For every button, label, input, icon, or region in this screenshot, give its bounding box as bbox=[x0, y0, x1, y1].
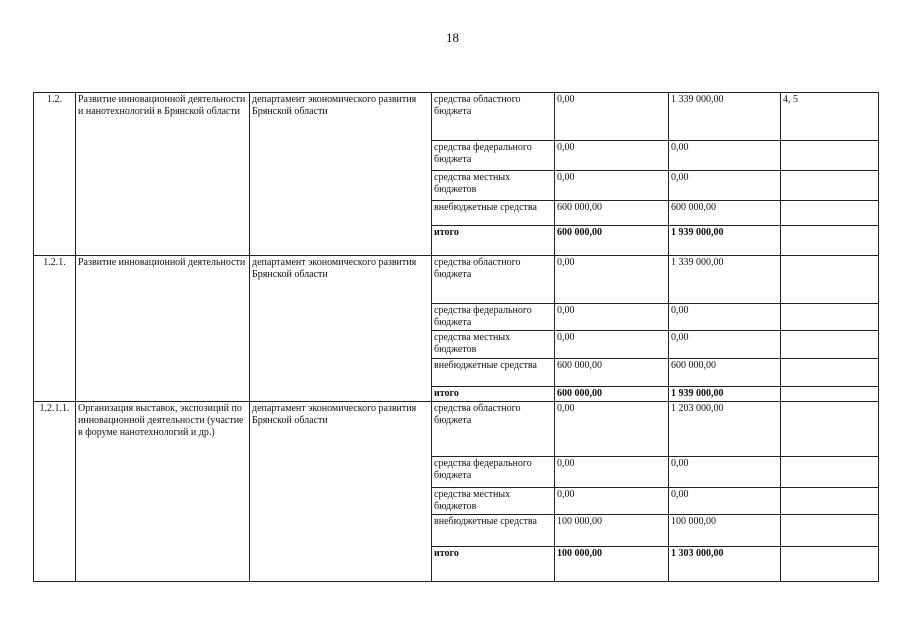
funding-value-2: 0,00 bbox=[669, 457, 781, 488]
funding-value-2: 100 000,00 bbox=[669, 515, 781, 547]
funding-source-label: средства местных бюджетов bbox=[432, 488, 555, 515]
funding-source-label: внебюджетные средства bbox=[432, 201, 555, 226]
indicator-note: 4, 5 bbox=[781, 93, 879, 141]
funding-value-1: 100 000,00 bbox=[555, 547, 669, 582]
funding-value-1: 0,00 bbox=[555, 171, 669, 201]
indicator-note bbox=[781, 402, 879, 457]
funding-source-label: средства областного бюджета bbox=[432, 402, 555, 457]
item-number: 1.2.1.1. bbox=[34, 402, 76, 582]
funding-value-1: 600 000,00 bbox=[555, 201, 669, 226]
funding-value-1: 0,00 bbox=[555, 457, 669, 488]
funding-value-1: 0,00 bbox=[555, 488, 669, 515]
funding-value-2: 1 339 000,00 bbox=[669, 93, 781, 141]
funding-value-2: 1 939 000,00 bbox=[669, 387, 781, 402]
funding-value-2: 1 939 000,00 bbox=[669, 226, 781, 256]
funding-source-label: средства областного бюджета bbox=[432, 256, 555, 304]
funding-value-1: 0,00 bbox=[555, 304, 669, 331]
indicator-note bbox=[781, 141, 879, 171]
indicator-note bbox=[781, 304, 879, 331]
funding-source-label: средства федерального бюджета bbox=[432, 457, 555, 488]
funding-source-label: средства федерального бюджета bbox=[432, 304, 555, 331]
funding-value-2: 600 000,00 bbox=[669, 359, 781, 387]
funding-value-2: 600 000,00 bbox=[669, 201, 781, 226]
item-number: 1.2. bbox=[34, 93, 76, 256]
table-row bbox=[34, 256, 879, 304]
funding-value-2: 1 303 000,00 bbox=[669, 547, 781, 582]
funding-source-label: итого bbox=[432, 547, 555, 582]
funding-source-label: итого bbox=[432, 387, 555, 402]
indicator-note bbox=[781, 515, 879, 547]
funding-value-1: 600 000,00 bbox=[555, 226, 669, 256]
indicator-note bbox=[781, 547, 879, 582]
funding-value-1: 600 000,00 bbox=[555, 359, 669, 387]
funding-source-label: итого bbox=[432, 226, 555, 256]
item-executor: департамент экономического развития Брянской области bbox=[250, 256, 432, 402]
indicator-note bbox=[781, 387, 879, 402]
indicator-note bbox=[781, 488, 879, 515]
funding-value-2: 1 339 000,00 bbox=[669, 256, 781, 304]
indicator-note bbox=[781, 359, 879, 387]
item-number: 1.2.1. bbox=[34, 256, 76, 402]
budget-table-body bbox=[34, 93, 879, 582]
funding-value-2: 0,00 bbox=[669, 331, 781, 359]
item-name: Развитие инновационной деятельности bbox=[76, 256, 250, 402]
funding-source-label: средства местных бюджетов bbox=[432, 171, 555, 201]
item-name: Развитие инновационной деятельности и нанотехнологий в Брянской области bbox=[76, 93, 250, 256]
funding-value-2: 1 203 000,00 bbox=[669, 402, 781, 457]
funding-value-1: 100 000,00 bbox=[555, 515, 669, 547]
indicator-note bbox=[781, 256, 879, 304]
page-number: 18 bbox=[446, 30, 459, 45]
budget-table bbox=[33, 92, 879, 582]
funding-value-1: 0,00 bbox=[555, 331, 669, 359]
funding-source-label: средства местных бюджетов bbox=[432, 331, 555, 359]
indicator-note bbox=[781, 201, 879, 226]
item-executor: департамент экономического развития Брянской области bbox=[250, 402, 432, 582]
funding-value-1: 0,00 bbox=[555, 141, 669, 171]
funding-value-1: 0,00 bbox=[555, 93, 669, 141]
indicator-note bbox=[781, 171, 879, 201]
table-row bbox=[34, 93, 879, 141]
funding-value-1: 600 000,00 bbox=[555, 387, 669, 402]
indicator-note bbox=[781, 226, 879, 256]
indicator-note bbox=[781, 331, 879, 359]
funding-value-2: 0,00 bbox=[669, 141, 781, 171]
item-executor: департамент экономического развития Брянской области bbox=[250, 93, 432, 256]
funding-value-2: 0,00 bbox=[669, 488, 781, 515]
item-name: Организация выставок, экспозиций по инновационной деятельности (участие в форуме нанотехнологий и др.) bbox=[76, 402, 250, 582]
indicator-note bbox=[781, 457, 879, 488]
funding-source-label: средства областного бюджета bbox=[432, 93, 555, 141]
funding-source-label: внебюджетные средства bbox=[432, 359, 555, 387]
funding-value-2: 0,00 bbox=[669, 304, 781, 331]
funding-source-label: внебюджетные средства bbox=[432, 515, 555, 547]
funding-value-2: 0,00 bbox=[669, 171, 781, 201]
funding-value-1: 0,00 bbox=[555, 402, 669, 457]
funding-value-1: 0,00 bbox=[555, 256, 669, 304]
funding-source-label: средства федерального бюджета bbox=[432, 141, 555, 171]
table-row bbox=[34, 402, 879, 457]
